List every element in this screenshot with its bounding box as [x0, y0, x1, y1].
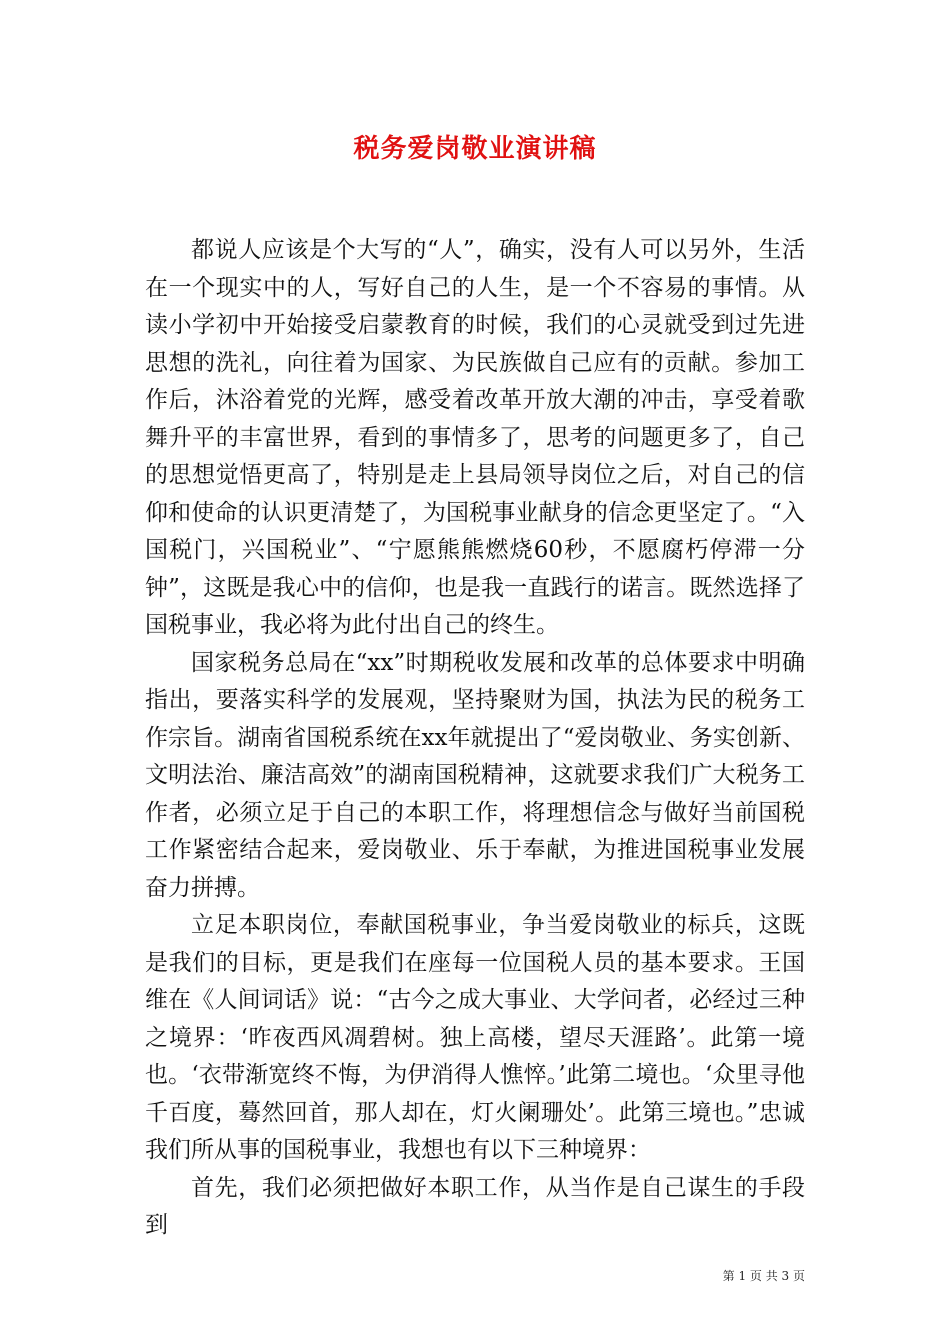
page-number-footer: 第 1 页 共 3 页: [722, 1269, 805, 1283]
paragraph-4: 首先，我们必须把做好本职工作，从当作是自己谋生的手段到: [145, 1174, 805, 1238]
paragraph-1: 都说人应该是个大写的“人”，确实，没有人可以另外，生活在一个现实中的人，写好自己的人生，是一个不容易的事情。从读小学初中开始接受启蒙教育的时候，我们的心灵就受到过先进思想的洗礼，向往着为国家、为民族做自己应有的贡献。参加工作后，沐浴着党的光辉，感受着改革开放大潮的冲击，享受着歌舞升平的丰富世界，看到的事情多了，思考的问题更多了，自己的思想觉悟更高了，特别是走上县局领导岗位之后，对自己的信仰和使命的认识更清楚了，为国税事业献身的信念更坚定了。“入国税门，兴国税业”、“宁愿熊熊燃烧60秒，不愿腐朽停滞一分钟”，这既是我心中的信仰，也是我一直践行的诺言。既然选择了国税事业，我必将为此付出自己的终生。: [145, 237, 805, 638]
document-body: [145, 232, 805, 1245]
paragraph-3: 立足本职岗位，奉献国税事业，争当爱岗敬业的标兵，这既是我们的目标，更是我们在座每一位国税人员的基本要求。王国维在《人间词话》说：“古今之成大事业、大学问者，必经过三种之境界：‘昨夜西风凋碧树。独上高楼，望尽天涯路’。此第一境也。‘衣带渐宽终不悔，为伊消得人憔悴。’此第二境也。‘众里寻他千百度，蓦然回首，那人却在，灯火阑珊处’。此第三境也。”忠诚我们所从事的国税事业，我想也有以下三种境界：: [145, 912, 805, 1163]
paragraph-2: 国家税务总局在“xx”时期税收发展和改革的总体要求中明确指出，要落实科学的发展观，坚持聚财为国，执法为民的税务工作宗旨。湖南省国税系统在xx年就提出了“爱岗敬业、务实创新、文明法治、廉洁高效”的湖南国税精神，这就要求我们广大税务工作者，必须立足于自己的本职工作，将理想信念与做好当前国税工作紧密结合起来，爱岗敬业、乐于奉献，为推进国税事业发展奋力拼搏。: [145, 649, 805, 901]
document-title: 税务爱岗敬业演讲稿: [353, 134, 597, 164]
